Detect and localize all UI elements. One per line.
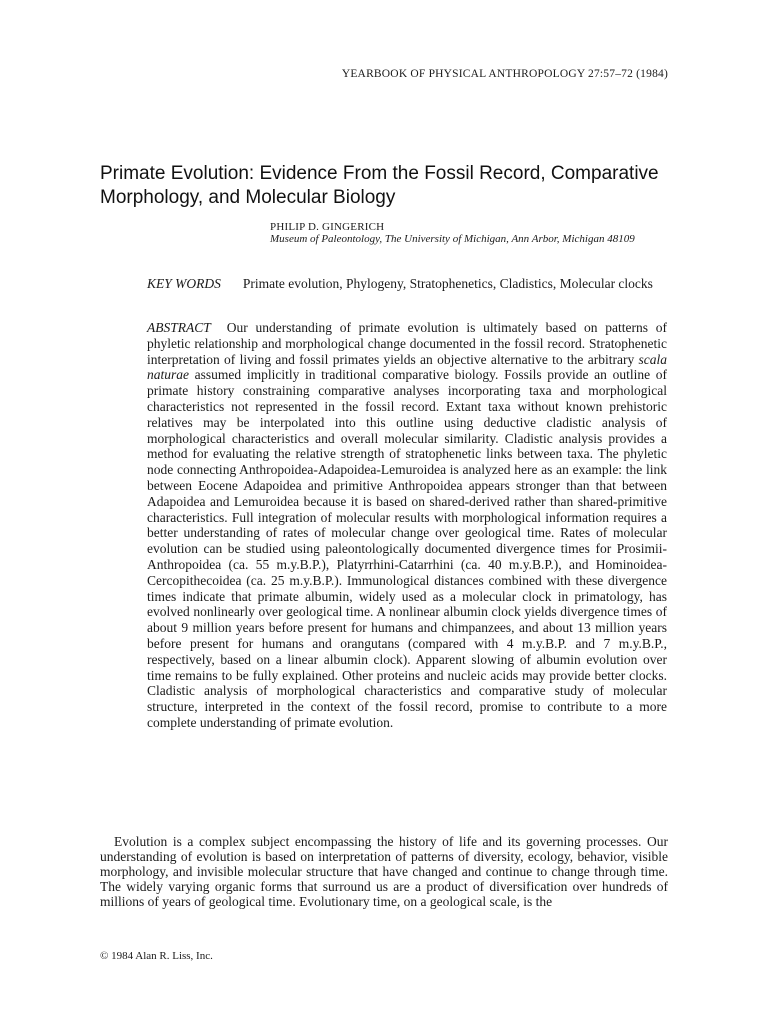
copyright-notice: © 1984 Alan R. Liss, Inc. (100, 950, 213, 962)
author-block (270, 221, 670, 245)
journal-header: YEARBOOK OF PHYSICAL ANTHROPOLOGY 27:57–72 (1984) (341, 68, 668, 80)
author-name: PHILIP D. GINGERICH (270, 221, 385, 233)
keywords-label: KEY WORDS (147, 276, 221, 291)
abstract-text: Our understanding of primate evolution is ultimately based on patterns of phyletic relationship and morphological change documented in the fossil record. Stratophenetic interpretation of living and fossil primates yields an objective alternative to the arbitrary scala naturae assumed implicitly in traditional comparative biology. Fossils provide an outline of primate history constraining comparative analyses incorporating taxa and morphological characteristics not represented in the fossil record. Extant taxa without known prehistoric relatives may be interpolated into this outline using deductive cladistic analysis of morphological characteristics and overall molecular similarity. Cladistic analysis provides a method for evaluating the relative strength of stratophenetic links between taxa. The phyletic node connecting Anthropoidea-Adapoidea-Lemuroidea is analyzed here as an example: the link between Eocene Adapoidea and primitive Anthropoidea appears stronger than that between Adapoidea and Lemuroidea because it is based on shared-derived rather than shared-primitive characteristics. Full integration of molecular results with morphological information requires a better understanding of rates of molecular change over geological time. Rates of molecular evolution can be studied using paleontologically documented divergence times for Prosimii-Anthropoidea (ca. 55 m.y.B.P.), Platyrrhini-Catarrhini (ca. 40 m.y.B.P.), and Hominoidea-Cercopithecoidea (ca. 25 m.y.B.P.). Immunological distances combined with these divergence times indicate that primate albumin, widely used as a molecular clock in primatology, has evolved nonlinearly over geological time. A nonlinear albumin clock yields divergence times of about 9 million years before present for humans and chimpanzees, and about 13 million years before present for humans and orangutans (compared with 4 m.y.B.P. and 7 m.y.B.P., respectively, based on a linear albumin clock). Apparent slowing of albumin evolution over time remains to be fully explained. Other proteins and nucleic acids may provide better clocks. Cladistic analysis of morphological characteristics and comparative study of molecular structure, interpreted in the context of the fossil record, promise to contribute to a more complete understanding of primate evolution. (147, 320, 667, 730)
author-affiliation: Museum of Paleontology, The University of Michigan, Ann Arbor, Michigan 48109 (270, 233, 635, 245)
abstract-emphasis: scala naturae (147, 351, 667, 383)
abstract-label: ABSTRACT (147, 320, 211, 335)
keywords-section (147, 276, 667, 291)
article-title: Primate Evolution: Evidence From the Fossil Record, Comparative Morphology, and Molecular Biology (100, 163, 659, 208)
intro-paragraph: Evolution is a complex subject encompassing the history of life and its governing processes. Our understanding of evolution is based on interpretation of patterns of diversity, ecology, behavior, visible morphology, and invisible molecular structure that have changed and continue to change through time. The widely varying organic forms that surround us are a product of diversification over hundreds of millions of years of geological time. Evolutionary time, on a geological scale, is the (100, 834, 668, 909)
abstract-section (147, 320, 667, 731)
keywords-text: Primate evolution, Phylogeny, Stratophenetics, Cladistics, Molecular clocks (242, 276, 653, 291)
